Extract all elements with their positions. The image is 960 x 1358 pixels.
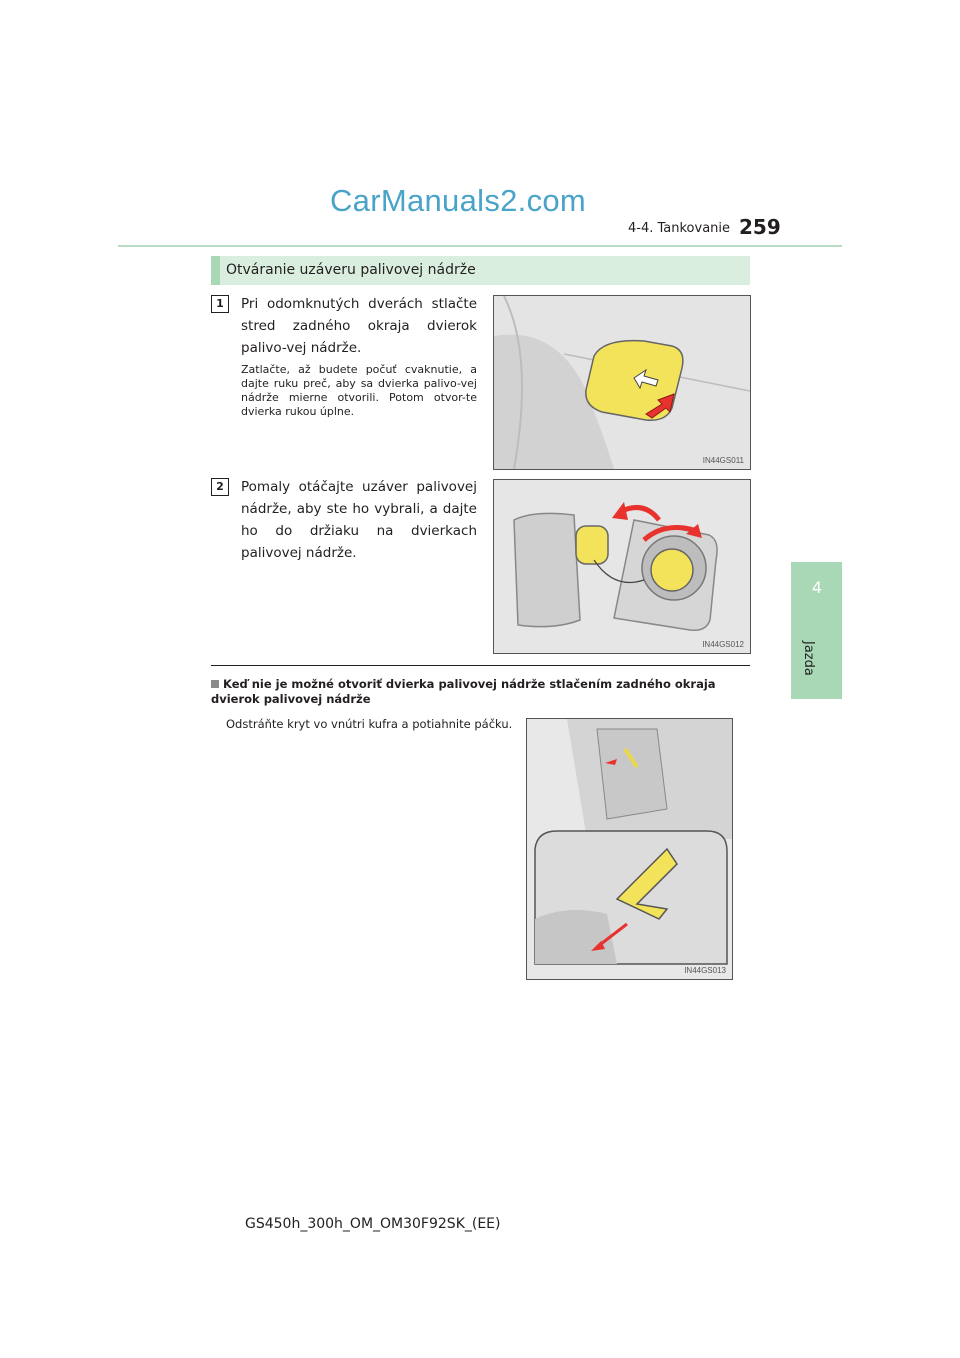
step-1-text: Pri odomknutých dverách stlačte stred zadného okraja dvierok palivo-vej nádrže.	[241, 296, 477, 356]
subsection-text: Odstráňte kryt vo vnútri kufra a potiahnite páčku.	[226, 717, 513, 731]
fuel-cap-illustration	[494, 480, 750, 653]
subsection-rule	[211, 665, 750, 666]
figure-fuel-cap-remove	[493, 479, 751, 654]
footer-document-id: GS450h_300h_OM_OM30F92SK_(EE)	[245, 1216, 501, 1232]
trunk-lever-illustration	[527, 719, 732, 979]
section-heading: Otváranie uzáveru palivovej nádrže	[226, 262, 476, 278]
header-rule	[118, 245, 842, 247]
figure-trunk-lever	[526, 718, 733, 980]
chapter-label: Jazda	[801, 641, 816, 676]
step-2-badge: 2	[211, 478, 229, 496]
section-title: 4-4. Tankovanie	[628, 221, 731, 236]
figure-code: IN44GS011	[702, 456, 744, 465]
figure-code: IN44GS012	[702, 640, 744, 649]
step-1-badge: 1	[211, 295, 229, 313]
page-number: 259	[739, 215, 781, 239]
square-bullet-icon	[211, 680, 219, 688]
chapter-number: 4	[811, 578, 823, 597]
watermark: CarManuals2.com	[330, 183, 587, 218]
figure-fuel-door-push	[493, 295, 751, 470]
subsection-heading-text: Keď nie je možné otvoriť dvierka palivovej nádrže stlačením zadného okraja dvierok palivovej nádrže	[211, 677, 716, 706]
figure-code: IN44GS013	[684, 966, 726, 975]
subsection-heading	[211, 677, 751, 707]
step-1-note: Zatlačte, až budete počuť cvaknutie, a dajte ruku preč, aby sa dvierka palivo-vej nádrže mierne otvorili. Potom otvor-te dvierka rukou úplne.	[241, 363, 477, 418]
fuel-door-illustration	[494, 296, 750, 469]
step-2-text: Pomaly otáčajte uzáver palivovej nádrže, aby ste ho vybrali, a dajte ho do držiaku na dvierkach palivovej nádrže.	[241, 479, 477, 561]
